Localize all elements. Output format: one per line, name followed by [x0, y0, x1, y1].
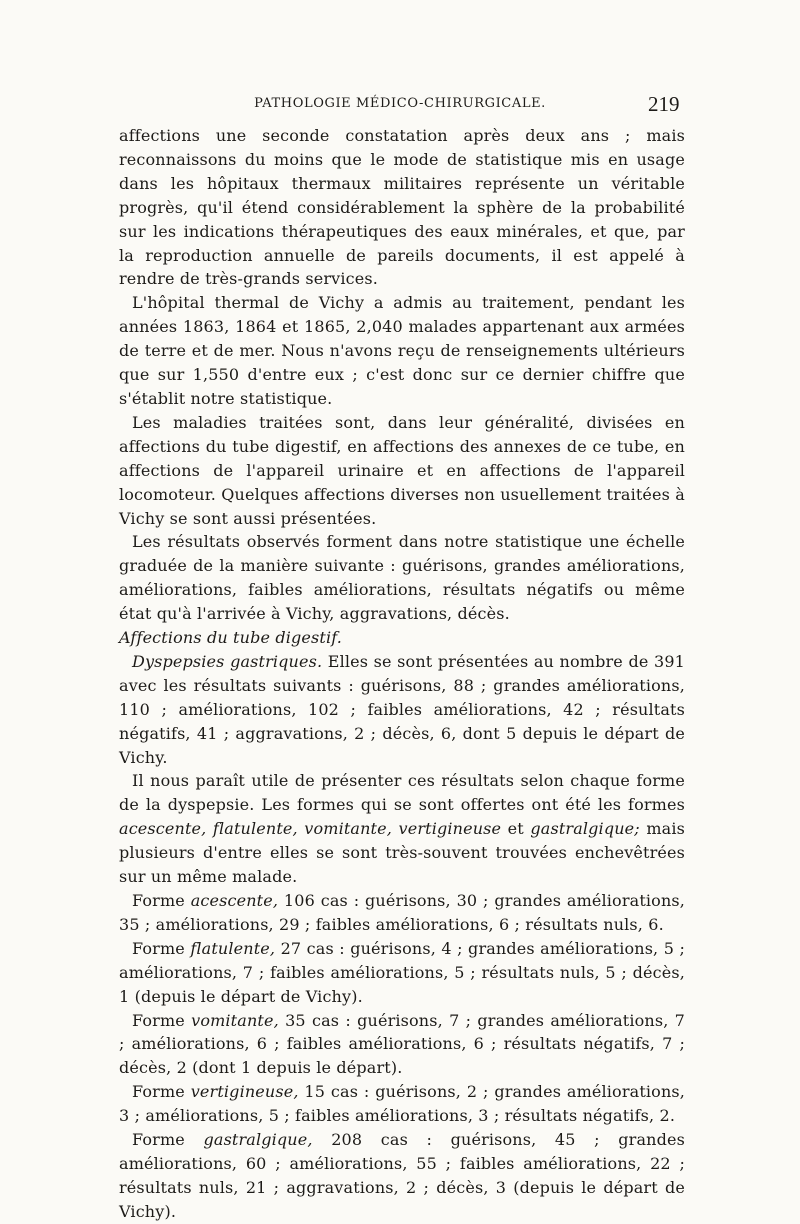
forme-label: Forme [132, 891, 191, 910]
formes-text-b: et [501, 819, 531, 839]
paragraph-forme-vertigineuse [119, 1080, 685, 1128]
page-header [0, 92, 800, 122]
paragraph-resultats: Les résultats observés forment dans notre statistique une échelle graduée de la manière suivante : guérisons, grandes améliorations, améliorations, faibles améliorations, résultats négatifs ou même état qu'à l'arrivée à Vichy, aggravations, décès. [119, 532, 685, 624]
paragraph-dyspepsies [119, 650, 685, 770]
forme-label: Forme [132, 1130, 204, 1150]
page-number: 219 [648, 92, 680, 116]
paragraph-forme-flatulente [119, 937, 685, 1009]
forme-results: 106 cas : guérisons, 30 ; grandes améliorations, 35 ; améliorations, 29 ; faibles améliorations, 6 ; résultats nuls, 6. [119, 891, 686, 934]
forme-name: flatulente, [190, 938, 276, 958]
forme-name: vomitante, [191, 1010, 279, 1030]
forme-results: 27 cas : guérisons, 4 ; grandes améliorations, 5 ; améliorations, 7 ; faibles améliorations, 5 ; résultats nuls, 5 ; décès, 1 (depuis le départ de Vichy). [119, 938, 685, 1006]
forme-name: acescente, [190, 891, 279, 910]
formes-text-a: Il nous paraît utile de présenter ces résultats selon chaque forme de la dyspepsie. Les formes qui se sont offertes ont été les formes [119, 771, 685, 815]
forme-label: Forme [132, 1010, 192, 1030]
dyspepsies-heading: Dyspepsies gastriques. [132, 651, 323, 671]
page-body [119, 124, 685, 1224]
forme-label: Forme [132, 938, 191, 958]
paragraph-vichy-hospital: L'hôpital thermal de Vichy a admis au traitement, pendant les années 1863, 1864 et 1865, 2,040 malades appartenant aux armées de terre et de mer. Nous n'avons reçu de renseignements ultérieurs que sur 1,550 d'entre eux ; c'est donc sur ce dernier chiffre que s'établit notre statistique. [119, 293, 685, 408]
forme-name: gastralgique, [203, 1130, 313, 1150]
forme-results: 208 cas : guérisons, 45 ; grandes améliorations, 60 ; améliorations, 55 ; faibles améliorations, 22 ; résultats nuls, 21 ; aggravations, 2 ; décès, 3 (depuis le départ de Vichy). [119, 1130, 685, 1221]
running-title: PATHOLOGIE MÉDICO-CHIRURGICALE. [254, 96, 546, 111]
forme-name: vertigineuse, [190, 1082, 299, 1102]
formes-list-italic: acescente, flatulente, vomitante, vertigineuse [119, 819, 502, 839]
paragraph-forme-gastralgique [119, 1128, 685, 1224]
forme-results: 15 cas : guérisons, 2 ; grandes améliorations, 3 ; améliorations, 5 ; faibles améliorations, 3 ; résultats négatifs, 2. [119, 1082, 685, 1126]
paragraph-continuation: affections une seconde constatation après deux ans ; mais reconnaissons du moins que le mode de statistique mis en usage dans les hôpitaux thermaux militaires représente un véritable progrès, qu'il étend considérablement la sphère de la probabilité sur les indications thérapeutiques des eaux minérales, et que, par la reproduction annuelle de pareils documents, il est appelé à rendre de très-grands services. [119, 126, 685, 289]
paragraph-maladies: Les maladies traitées sont, dans leur généralité, divisées en affections du tube digestif, en affections des annexes de ce tube, en affections de l'appareil urinaire et en affections de l'appareil locomoteur. Quelques affections diverses non usuellement traitées à Vichy se sont aussi présentées. [119, 412, 685, 528]
forme-gastralgique-italic: gastralgique; [530, 819, 640, 839]
section-title: Affections du tube digestif. [119, 628, 342, 648]
paragraph-forme-vomitante [119, 1009, 685, 1081]
forme-label: Forme [132, 1082, 191, 1102]
forme-results: 35 cas : guérisons, 7 ; grandes améliorations, 7 ; améliorations, 6 ; faibles améliorations, 6 ; résultats négatifs, 7 ; décès, 2 (dont 1 depuis le départ). [119, 1010, 685, 1078]
formes-text-c: mais plusieurs d'entre elles se sont très-souvent trouvées enchevêtrées sur un même malade. [119, 819, 686, 887]
paragraph-forme-acescente [119, 889, 685, 937]
paragraph-formes [119, 769, 685, 889]
dyspepsies-text: Elles se sont présentées au nombre de 391 avec les résultats suivants : guérisons, 88 ; grandes améliorations, 110 ; améliorations, 102 ; faibles améliorations, 42 ; résultats négatifs, 41 ; aggravations, 2 ; décès, 6, dont 5 depuis le départ de Vichy. [119, 651, 685, 767]
